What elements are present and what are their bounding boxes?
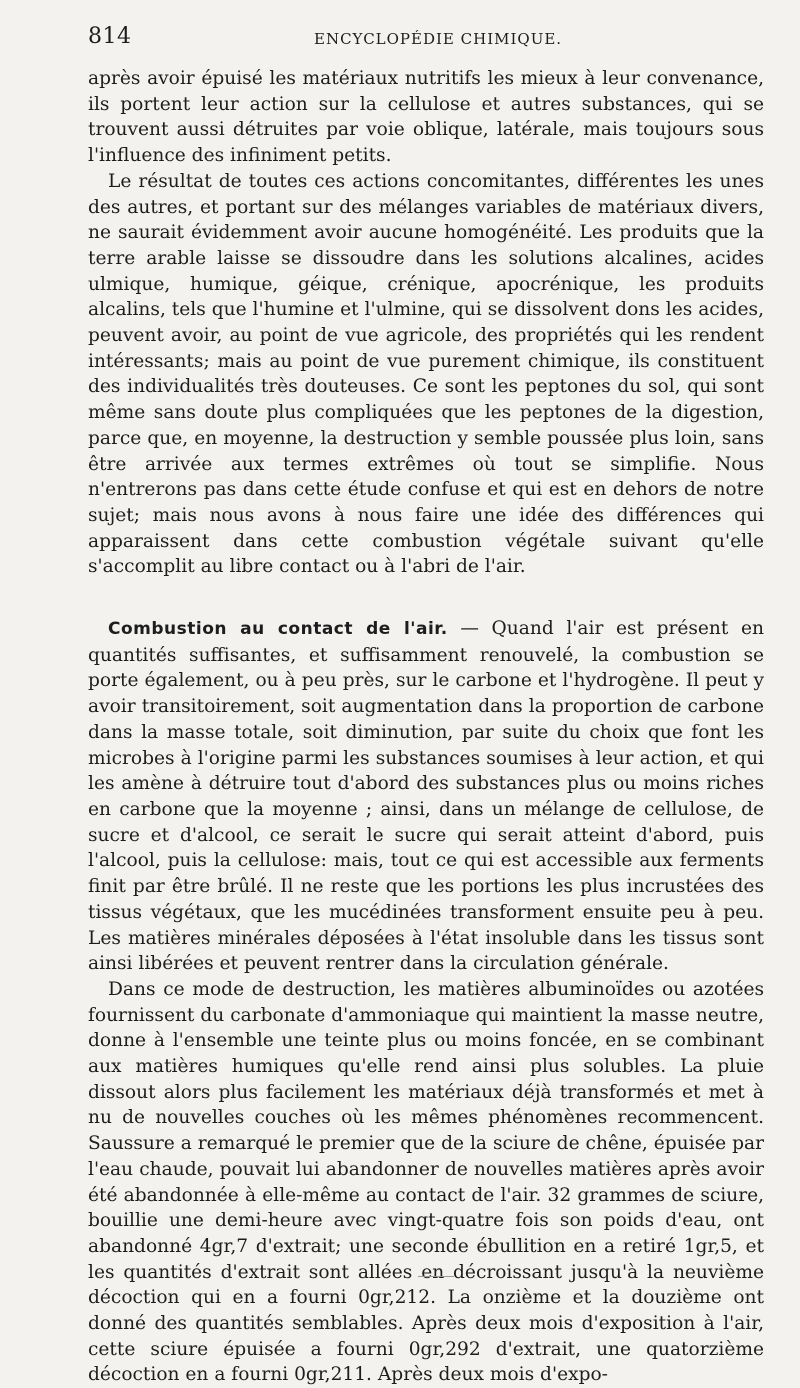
paragraph-combustion-air	[88, 616, 764, 977]
section-heading: Combustion au contact de l'air.	[108, 619, 448, 640]
footer-rule	[418, 1276, 454, 1277]
running-title: ENCYCLOPÉDIE CHIMIQUE.	[314, 30, 563, 48]
body-text	[88, 66, 764, 1388]
page-number: 814	[88, 24, 132, 49]
heading-separator: —	[447, 618, 492, 640]
section-gap	[88, 580, 764, 616]
page-header	[88, 24, 770, 58]
paragraph-destruction-mode: Dans ce mode de destruction, les matières albuminoïdes ou azotées fournissent du carbonate d'ammoniaque qui maintient la masse neutre, donne à l'ensemble une teinte plus ou moins foncée, en se combinant aux matières humiques qu'elle rend ainsi plus solubles. La pluie dissout alors plus facilement les matériaux déjà transformés et met à nu de nouvelles couches où les mêmes phénomènes recommencent. Saussure a remarqué le premier que de la sciure de chêne, épuisée par l'eau chaude, pouvait lui abandonner de nouvelles matières après avoir été abandonnée à elle-même au contact de l'air. 32 grammes de sciure, bouillie une demi-heure avec vingt-quatre fois son poids d'eau, ont abandonné 4gr,7 d'extrait; une seconde ébullition en a retiré 1gr,5, et les quantités d'extrait sont allées en décroissant jusqu'à la neuvième décoction qui en a fourni 0gr,212. La onzième et la douzième ont donné des quantités semblables. Après deux mois d'exposition à l'air, cette sciure épuisée a fourni 0gr,292 d'extrait, une quatorzième décoction en a fourni 0gr,211. Après deux mois d'expo-	[88, 978, 764, 1386]
paragraph-result: Le résultat de toutes ces actions concomitantes, différentes les unes des autres, et portant sur des mélanges variables de matériaux divers, ne saurait évidemment avoir aucune homogénéité. Les produits que la terre arable laisse se dissoudre dans les solutions alcalines, acides ulmique, humique, géique, crénique, apocrénique, les produits alcalins, tels que l'humine et l'ulmine, qui se dissolvent dons les acides, peuvent avoir, au point de vue agricole, des propriétés qui les rendent intéressants; mais au point de vue purement chimique, ils constituent des individualités très douteuses. Ce sont les peptones du sol, qui sont même sans doute plus compliquées que les peptones de la digestion, parce que, en moyenne, la destruction y semble poussée plus loin, sans être arrivée aux termes extrêmes où tout se simplifie. Nous n'entrerons pas dans cette étude confuse et qui est en dehors de notre sujet; mais nous avons à nous faire une idée des différences qui apparaissent dans cette combustion végétale suivant qu'elle s'accomplit au libre contact ou à l'abri de l'air.	[88, 170, 764, 578]
paragraph-combustion-text: Quand l'air est présent en quantités suffisantes, et suffisamment renouvelé, la combustion se porte également, ou à peu près, sur le carbone et l'hydrogène. Il peut y avoir transitoirement, soit augmentation dans la proportion de carbone dans la masse totale, soit diminution, par suite du choix que font les microbes à l'origine parmi les substances soumises à leur action, et qui les amène à détruire tout d'abord des substances plus ou moins riches en carbone que la moyenne ; ainsi, dans un mélange de cellulose, de sucre et d'alcool, ce serait le sucre qui serait atteint d'abord, puis l'alcool, puis la cellulose: mais, tout ce qui est accessible aux ferments finit par être brûlé. Il ne reste que les portions les plus incrustées des tissus végétaux, que les mucédinées transforment ensuite peu à peu. Les matières minérales déposées à l'état insoluble dans les tissus sont ainsi libérées et peuvent rentrer dans la circulation générale.	[88, 618, 764, 975]
paragraph-continuation: après avoir épuisé les matériaux nutritifs les mieux à leur convenance, ils portent leur action sur la cellulose et autres substances, qui se trouvent aussi détruites par voie oblique, latérale, mais toujours sous l'influence des infiniment petits.	[88, 68, 764, 167]
